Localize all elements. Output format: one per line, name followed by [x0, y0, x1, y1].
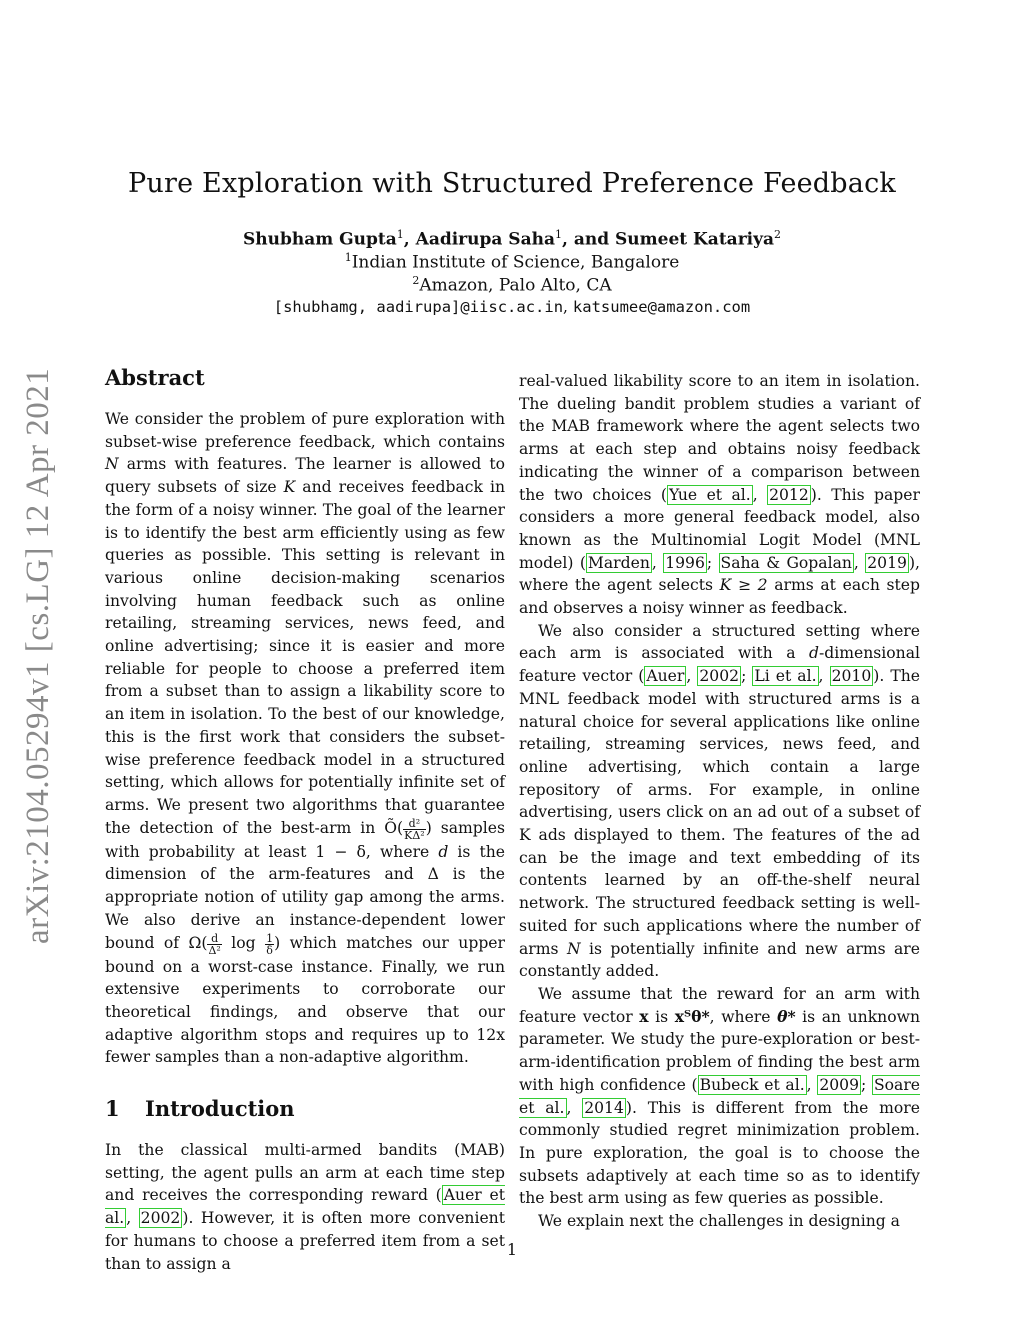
citation-link[interactable]: 2002 — [140, 1209, 181, 1228]
citation-link[interactable]: 1996 — [665, 553, 705, 572]
fraction: $\frac{\text{d²}}{\text{KΔ²}}$ — [404, 816, 425, 842]
author-name: Shubham Gupta — [242, 229, 397, 250]
fraction: $\frac{d}{\text{Δ²}}$ — [208, 931, 221, 957]
arxiv-identifier-stamp: arXiv:2104.05294v1 [cs.LG] 12 Apr 2021 — [20, 367, 56, 944]
citation-link[interactable]: Marden — [587, 553, 650, 572]
abstract-text: We consider the problem of pure exploration with subset-wise preference feedback, which contains N arms with features. The learner is allowed to query subsets of size K and receives feedback in the form of a noisy winner. The goal of the learner is to identify the best arm efficiently using as few queries as possible. This setting is relevant in various online decision-making scenarios involving human feedback such as online retailing, streaming services, news feed, and online advertising; since it is easier and more reliable for people to choose a preferred item from a subset than to assign a likability score to an item in isolation. To the best of our knowledge, this is the first work that considers the subset-wise preference feedback model in a structured setting, which allows for potentially infinite set of arms. We present two algorithms that guarantee the detection of the best-arm in Õ( $\frac{\text{d²}}{\text{KΔ²}}$ ) samples with probability at least 1 − δ, where d is the dimension of the arm-features and Δ is the appropriate notion of utility gap among the arms. We also derive an instance-dependent lower bound of Ω( $\frac{d}{\text{Δ²}}$ log $\frac{1}{\delta}$ ) which matches our upper bound on a worst-case instance. Finally, we run extensive experiments to corroborate our theoretical findings, and observe that our adaptive algorithm stops and requires up to 12x fewer samples than a non-adaptive algorithm. — [105, 410, 505, 1067]
intro-paragraph: In the classical multi-armed bandits (MAB) setting, the agent pulls an arm at each time step and receives the corresponding reward ( Auer et al. , 2002 ). However, it is often more convenient for humans to choose a preferred item from a set than to assign a — [105, 1141, 505, 1273]
paper-title: Pure Exploration with Structured Preference Feedback — [128, 168, 896, 199]
citation-link[interactable]: Saha & Gopalan — [720, 553, 852, 572]
affiliation: $^1$Indian Institute of Science, Bangalore — [344, 251, 680, 273]
citation-link[interactable]: 2010 — [831, 667, 872, 686]
right-column — [519, 370, 920, 1233]
citation-link[interactable]: Bubeck et al. — [699, 1075, 805, 1094]
citation-link[interactable]: 2019 — [867, 553, 907, 572]
citation-link[interactable]: 2002 — [699, 667, 740, 686]
email-amazon[interactable]: katsumee@amazon.com — [572, 298, 751, 316]
citation-link[interactable]: 2014 — [584, 1098, 624, 1117]
citation-link[interactable]: Soare et al. — [519, 1075, 921, 1117]
page-number: 1 — [506, 1240, 518, 1259]
citation-link[interactable]: Auer — [646, 667, 685, 686]
citation-link[interactable]: Li et al. — [754, 667, 817, 686]
author-list: Shubham Gupta$^1$, Aadirupa Saha$^1$, and Sumeet Katariya$^2$ — [242, 228, 782, 250]
affiliation: $^2$Amazon, Palo Alto, CA — [412, 274, 612, 296]
intro-paragraph: real-valued likability score to an item in isolation. The dueling bandit problem studies a variant of the MAB framework where the agent selects two arms at each step and obtains noisy feedback indicating the winner of a comparison between the two choices ( Yue et al. , 2012 ). This paper considers a more general feedback model, also known as the Multinomial Logit Model (MNL model) ( Marden , 1996 ; Saha & Gopalan , 2019 ), where the agent selects K ≥ 2 arms at each step and observes a noisy winner as feedback. — [519, 372, 921, 618]
section-heading-introduction: 1 Introduction — [105, 1096, 295, 1122]
author-emails: [shubhamg, aadirupa]@iisc.ac.in, katsumee@amazon.com — [273, 298, 751, 316]
author-name: Aadirupa Saha — [415, 229, 555, 250]
citation-link[interactable]: Yue et al. — [668, 485, 751, 504]
intro-paragraph: We also consider a structured setting where each arm is associated with a d-dimensional feature vector ( Auer , 2002 ; Li et al. , 2010 ). The MNL feedback model with structured arms is a natural choice for several applications like online retailing, streaming services, news feed, and online advertising, which contain a large repository of arms. For example, in online advertising, users click on an ad out of a subset of K ads displayed to them. The features of the ad can be the image and text embedding of its contents learned by an off-the-shelf neural network. The structured feedback setting is well-suited for such applications where the number of arms N is potentially infinite and new arms are constantly added. — [519, 621, 921, 981]
email-iisc[interactable]: [shubhamg, aadirupa]@iisc.ac.in — [273, 298, 564, 316]
citation-link[interactable]: 2012 — [769, 485, 809, 504]
citation-link[interactable]: 2009 — [819, 1075, 859, 1094]
fraction: $\frac{1}{\delta}$ — [266, 931, 274, 957]
abstract-heading: Abstract — [105, 365, 205, 390]
citation-link[interactable]: Auer et al. — [105, 1186, 505, 1228]
left-column — [105, 364, 505, 1275]
author-name: and Sumeet Katariya — [573, 229, 775, 250]
intro-paragraph: We explain next the challenges in designing a — [538, 1212, 900, 1231]
intro-paragraph: We assume that the reward for an arm with feature vector x is xᵀθ*, where θ* is an unknown parameter. We study the pure-exploration or best-arm-identification problem of finding the best arm with high confidence ( Bubeck et al. , 2009 ; Soare et al. , 2014 ). This is different from the more commonly studied regret minimization problem. In pure exploration, the goal is to choose the subsets adaptively at each time so as to identify the best arm using as few queries as possible. — [519, 984, 921, 1208]
